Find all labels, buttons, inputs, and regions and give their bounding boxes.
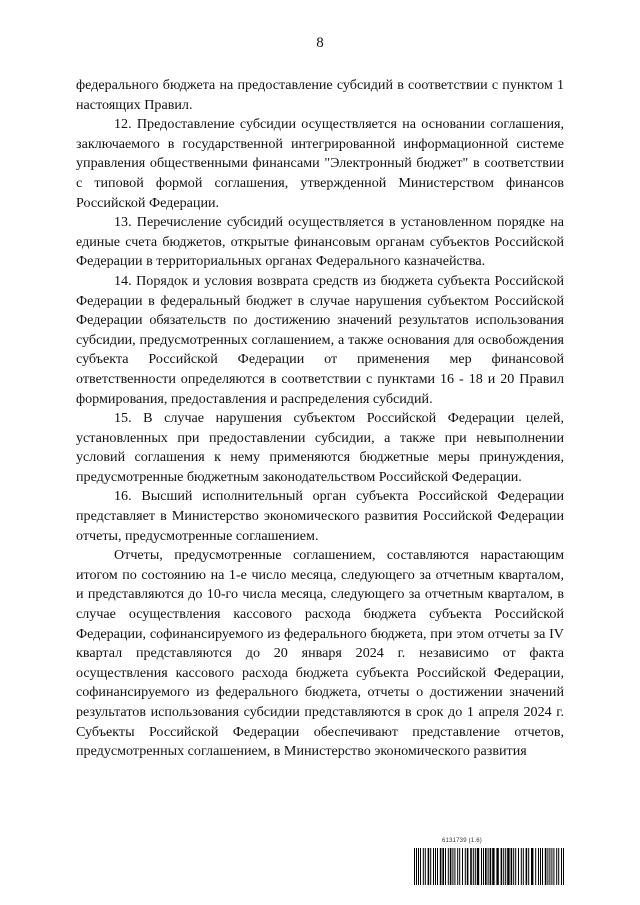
paragraph-12: 12. Предоставление субсидии осуществляется на основании соглашения, заключаемого в государственной интегрированной информационной системе управления общественными финансами "Электронный бюджет" в соответствии с типовой формой соглашения, утвержденной Министерством финансов Российской Федерации. (76, 116, 564, 211)
barcode-id: 6131739 (1.6) (442, 838, 482, 844)
paragraph-reports: Отчеты, предусмотренные соглашением, составляются нарастающим итогом по состоянию на 1-е число месяца, следующего за отчетным кварталом, и представляются до 10-го числа месяца, следующего за отчетным кварталом, в случае осуществления кассового расхода бюджета субъекта Российской Федерации, софинансируемого из федерального бюджета, при этом отчеты за IV квартал представляются до 20 января 2024 г. независимо от факта осуществления кассового расхода бюджета субъекта Российской Федерации, софинансируемого из федерального бюджета, отчеты о достижении значений результатов использования субсидии представляются в срок до 1 апреля 2024 г. Субъекты Российской Федерации обеспечивают представление отчетов, предусмотренных соглашением, в Министерство экономического развития (76, 547, 564, 760)
paragraph-15: 15. В случае нарушения субъектом Российской Федерации целей, установленных при предоставлении субсидии, а также при невыполнении условий соглашения к нему применяются бюджетные меры принуждения, предусмотренные бюджетным законодательством Российской Федерации. (76, 410, 564, 485)
paragraph-14: 14. Порядок и условия возврата средств из бюджета субъекта Российской Федерации в федеральный бюджет в случае нарушения субъектом Российской Федерации обязательств по достижению значений результатов использования субсидии, предусмотренных соглашением, а также основания для освобождения субъекта Российской Федерации от применения мер финансовой ответственности определяются в соответствии с пунктами 16 - 18 и 20 Правил формирования, предоставления и распределения субсидий. (76, 272, 564, 407)
paragraph-13: 13. Перечисление субсидий осуществляется в установленном порядке на единые счета бюджетов, открытые финансовым органам субъектов Российской Федерации в территориальных органах Федерального казначейства. (76, 214, 564, 270)
paragraph-continuation: федерального бюджета на предоставление субсидий в соответствии с пунктом 1 настоящих Правил. (76, 77, 564, 113)
barcode (414, 838, 566, 886)
page-number: 8 (316, 35, 324, 51)
document-body (76, 76, 564, 762)
paragraph-16: 16. Высший исполнительный орган субъекта Российской Федерации представляет в Министерство экономического развития Российской Федерации отчеты, предусмотренные соглашением. (76, 488, 564, 544)
barcode-graphic (414, 848, 566, 885)
